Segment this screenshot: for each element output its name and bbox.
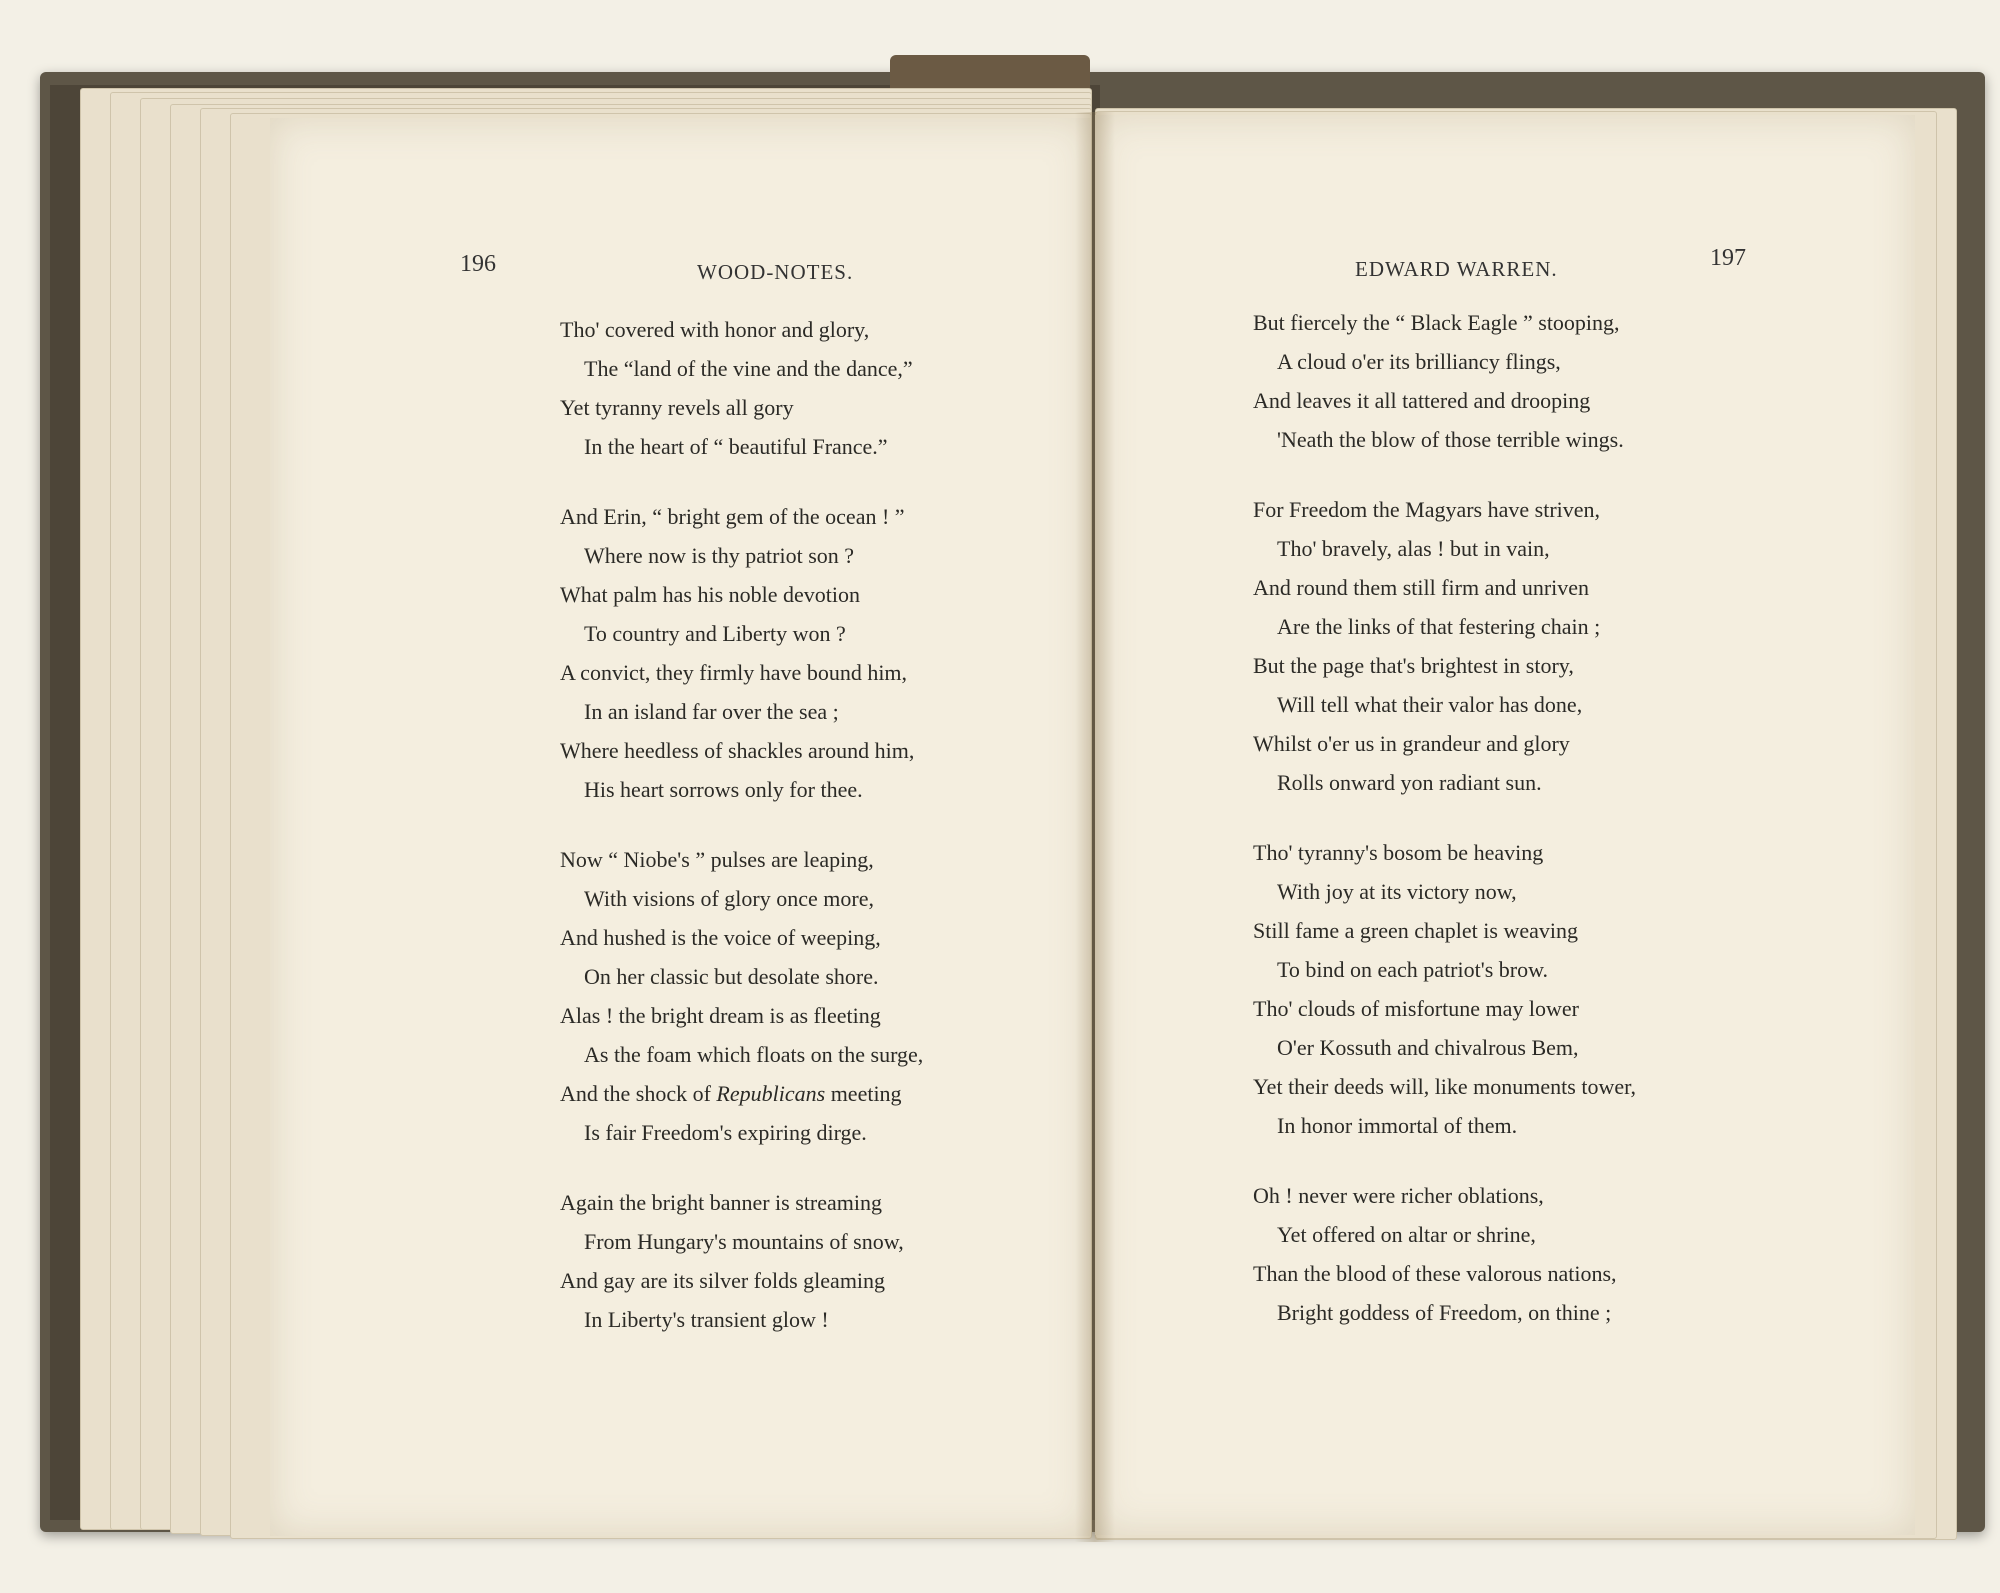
right-page-number: 197 — [1710, 245, 1746, 271]
poem-line: Will tell what their valor has done, — [1277, 692, 1583, 717]
poem-line: The “land of the vine and the dance,” — [584, 356, 913, 381]
poem-line: His heart sorrows only for thee. — [584, 777, 863, 802]
stanza — [560, 310, 923, 466]
left-running-head: WOOD-NOTES. — [697, 260, 854, 284]
right-running-head: EDWARD WARREN. — [1355, 257, 1558, 281]
poem-line: And hushed is the voice of weeping, — [560, 925, 881, 950]
poem-line: Alas ! the bright dream is as fleeting — [560, 1003, 881, 1028]
poem-line: Again the bright banner is streaming — [560, 1190, 882, 1215]
left-poem — [560, 310, 923, 1370]
stanza — [560, 497, 923, 809]
poem-line: Oh ! never were richer oblations, — [1253, 1183, 1544, 1208]
italic-word: Republicans — [716, 1081, 826, 1106]
poem-line: Tho' clouds of misfortune may lower — [1253, 996, 1579, 1021]
poem-line: But the page that's brightest in story, — [1253, 653, 1574, 678]
poem-line: Now “ Niobe's ” pulses are leaping, — [560, 847, 874, 872]
stanza — [1253, 833, 1636, 1145]
poem-line: To bind on each patriot's brow. — [1277, 957, 1549, 982]
poem-line: Are the links of that festering chain ; — [1277, 614, 1601, 639]
book-gutter — [1075, 112, 1115, 1542]
poem-line: 'Neath the blow of those terrible wings. — [1277, 427, 1624, 452]
poem-line: And leaves it all tattered and drooping — [1253, 388, 1591, 413]
poem-line: Tho' covered with honor and glory, — [560, 317, 870, 342]
poem-line: But fiercely the “ Black Eagle ” stooping, — [1253, 310, 1620, 335]
poem-line: Whilst o'er us in grandeur and glory — [1253, 731, 1570, 756]
poem-line: Tho' bravely, alas ! but in vain, — [1277, 536, 1550, 561]
poem-line: Is fair Freedom's expiring dirge. — [584, 1120, 867, 1145]
poem-line: In honor immortal of them. — [1277, 1113, 1518, 1138]
poem-line: Yet tyranny revels all gory — [560, 395, 794, 420]
poem-line: To country and Liberty won ? — [584, 621, 846, 646]
poem-line: Yet offered on altar or shrine, — [1277, 1222, 1536, 1247]
poem-line: A convict, they firmly have bound him, — [560, 660, 908, 685]
poem-line: Still fame a green chaplet is weaving — [1253, 918, 1578, 943]
poem-line: What palm has his noble devotion — [560, 582, 860, 607]
poem-line: From Hungary's mountains of snow, — [584, 1229, 904, 1254]
poem-line: With visions of glory once more, — [584, 886, 874, 911]
stanza — [560, 1183, 923, 1339]
stanza — [1253, 490, 1636, 802]
stanza — [1253, 303, 1636, 459]
poem-line: On her classic but desolate shore. — [584, 964, 879, 989]
poem-line: In an island far over the sea ; — [584, 699, 839, 724]
poem-line: And round them still firm and unriven — [1253, 575, 1590, 600]
poem-line: O'er Kossuth and chivalrous Bem, — [1277, 1035, 1579, 1060]
poem-line: For Freedom the Magyars have striven, — [1253, 497, 1601, 522]
poem-line: Yet their deeds will, like monuments tower, — [1253, 1074, 1637, 1099]
poem-line: And gay are its silver folds gleaming — [560, 1268, 886, 1293]
poem-line: Where heedless of shackles around him, — [560, 738, 915, 763]
poem-text: meeting — [825, 1081, 902, 1106]
right-poem — [1253, 303, 1636, 1363]
poem-line: In the heart of “ beautiful France.” — [584, 434, 888, 459]
poem-line: Where now is thy patriot son ? — [584, 543, 855, 568]
poem-line: Bright goddess of Freedom, on thine ; — [1277, 1300, 1612, 1325]
stanza — [560, 840, 923, 1152]
poem-line: Rolls onward yon radiant sun. — [1277, 770, 1542, 795]
stanza — [1253, 1176, 1636, 1332]
right-page — [1095, 115, 1915, 1535]
poem-text: And the shock of — [560, 1081, 717, 1106]
poem-line: Tho' tyranny's bosom be heaving — [1253, 840, 1544, 865]
poem-line: And Erin, “ bright gem of the ocean ! ” — [560, 504, 905, 529]
poem-line: Than the blood of these valorous nations, — [1253, 1261, 1617, 1286]
poem-line — [560, 1074, 923, 1113]
left-page-number: 196 — [460, 251, 496, 277]
poem-line: As the foam which floats on the surge, — [584, 1042, 924, 1067]
poem-line: In Liberty's transient glow ! — [584, 1307, 829, 1332]
poem-line: A cloud o'er its brilliancy flings, — [1277, 349, 1561, 374]
left-page — [270, 118, 1090, 1536]
poem-line: With joy at its victory now, — [1277, 879, 1517, 904]
